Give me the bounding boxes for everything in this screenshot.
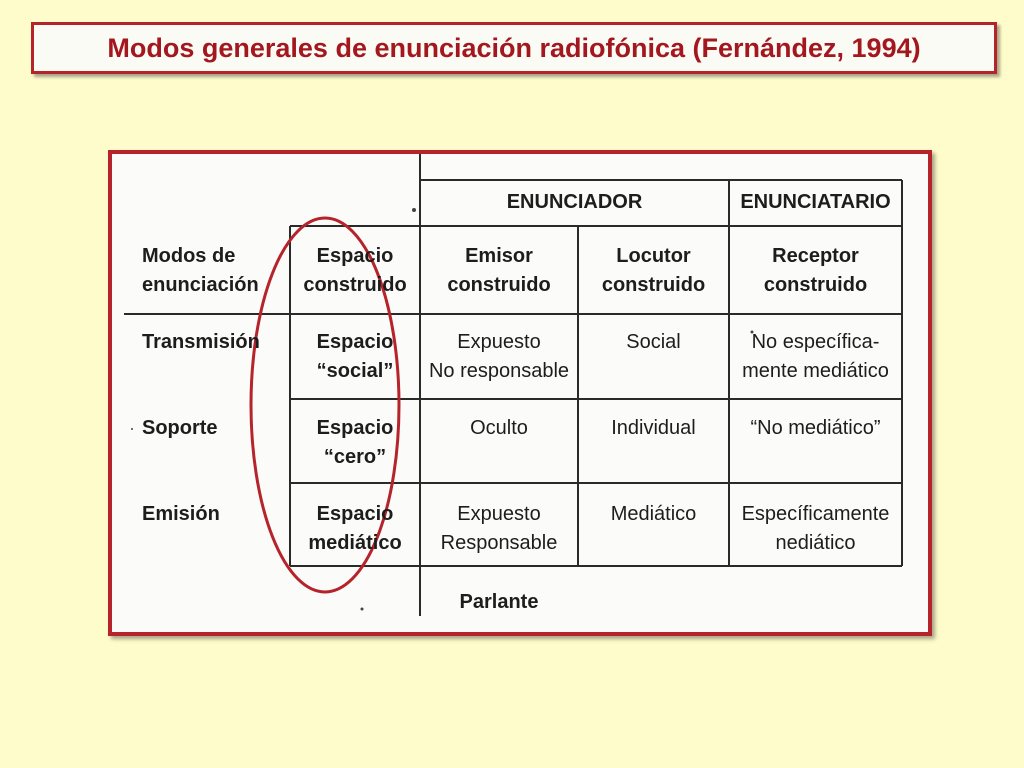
column-header-locutor <box>578 242 729 300</box>
cell-transmision-emisor-line1: Expuesto <box>457 331 541 353</box>
cell-transmision-emisor-line2: No responsable <box>428 360 570 382</box>
corner-header-line1: Modos de <box>142 245 236 267</box>
footer-parlante: Parlante <box>459 591 539 613</box>
cell-transmision-receptor-line2: mente mediático <box>742 360 889 382</box>
column-header-receptor <box>729 242 902 300</box>
column-header-espacio <box>290 242 420 300</box>
corner-header-line2: enunciación <box>142 274 259 296</box>
group-header-enunciatario: ENUNCIATARIO <box>740 191 891 213</box>
column-header-locutor-line2: construido <box>601 274 706 296</box>
cell-transmision-receptor-line1: No específica- <box>751 331 880 353</box>
cell-soporte-espacio-line1: Espacio <box>316 417 394 439</box>
column-header-emisor-line2: construido <box>447 274 551 296</box>
cell-emision-receptor-line1: Específicamente <box>741 503 890 525</box>
group-header-enunciador: ENUNCIADOR <box>506 191 643 213</box>
row-label-soporte: Soporte <box>142 417 218 439</box>
row-label-transmision: Transmisión <box>142 331 260 353</box>
cell-emision-emisor-line1: Expuesto <box>457 503 541 525</box>
cell-soporte-emisor: Oculto <box>470 417 528 439</box>
row-label-emision: Emisión <box>142 503 220 525</box>
cell-transmision-espacio-line2: “social” <box>316 360 394 382</box>
cell-transmision-locutor: Social <box>626 331 681 353</box>
cell-emision-espacio <box>290 500 420 558</box>
column-header-espacio-line1: Espacio <box>316 245 394 267</box>
cell-soporte-receptor: “No mediático” <box>750 417 881 439</box>
column-header-emisor <box>420 242 578 300</box>
cell-emision-emisor-line2: Responsable <box>440 532 558 554</box>
column-header-espacio-line2: construido <box>303 274 407 296</box>
column-header-receptor-line1: Receptor <box>772 245 859 267</box>
cell-emision-espacio-line2: mediático <box>308 532 402 554</box>
slide-title: Modos generales de enunciación radiofónica (Fernández, 1994) <box>107 32 921 63</box>
cell-emision-locutor: Mediático <box>610 503 697 525</box>
cell-transmision-espacio-line1: Espacio <box>316 331 394 353</box>
column-header-emisor-line1: Emisor <box>465 245 533 267</box>
cell-emision-espacio-line1: Espacio <box>316 503 394 525</box>
cell-emision-emisor <box>420 500 578 558</box>
table-grid-lines <box>112 154 928 632</box>
corner-header <box>142 242 292 300</box>
cell-emision-receptor-line2: nediático <box>775 532 856 554</box>
cell-transmision-emisor <box>420 328 578 386</box>
cell-soporte-espacio <box>290 414 420 472</box>
cell-emision-receptor <box>729 500 902 558</box>
slide-title-box <box>31 22 997 74</box>
cell-soporte-locutor: Individual <box>611 417 696 439</box>
scanned-table-image <box>108 150 932 636</box>
cell-soporte-espacio-line2: “cero” <box>323 446 387 468</box>
cell-transmision-receptor <box>729 328 902 386</box>
column-header-locutor-line1: Locutor <box>616 245 691 267</box>
cell-transmision-espacio <box>290 328 420 386</box>
column-header-receptor-line2: construido <box>763 274 868 296</box>
